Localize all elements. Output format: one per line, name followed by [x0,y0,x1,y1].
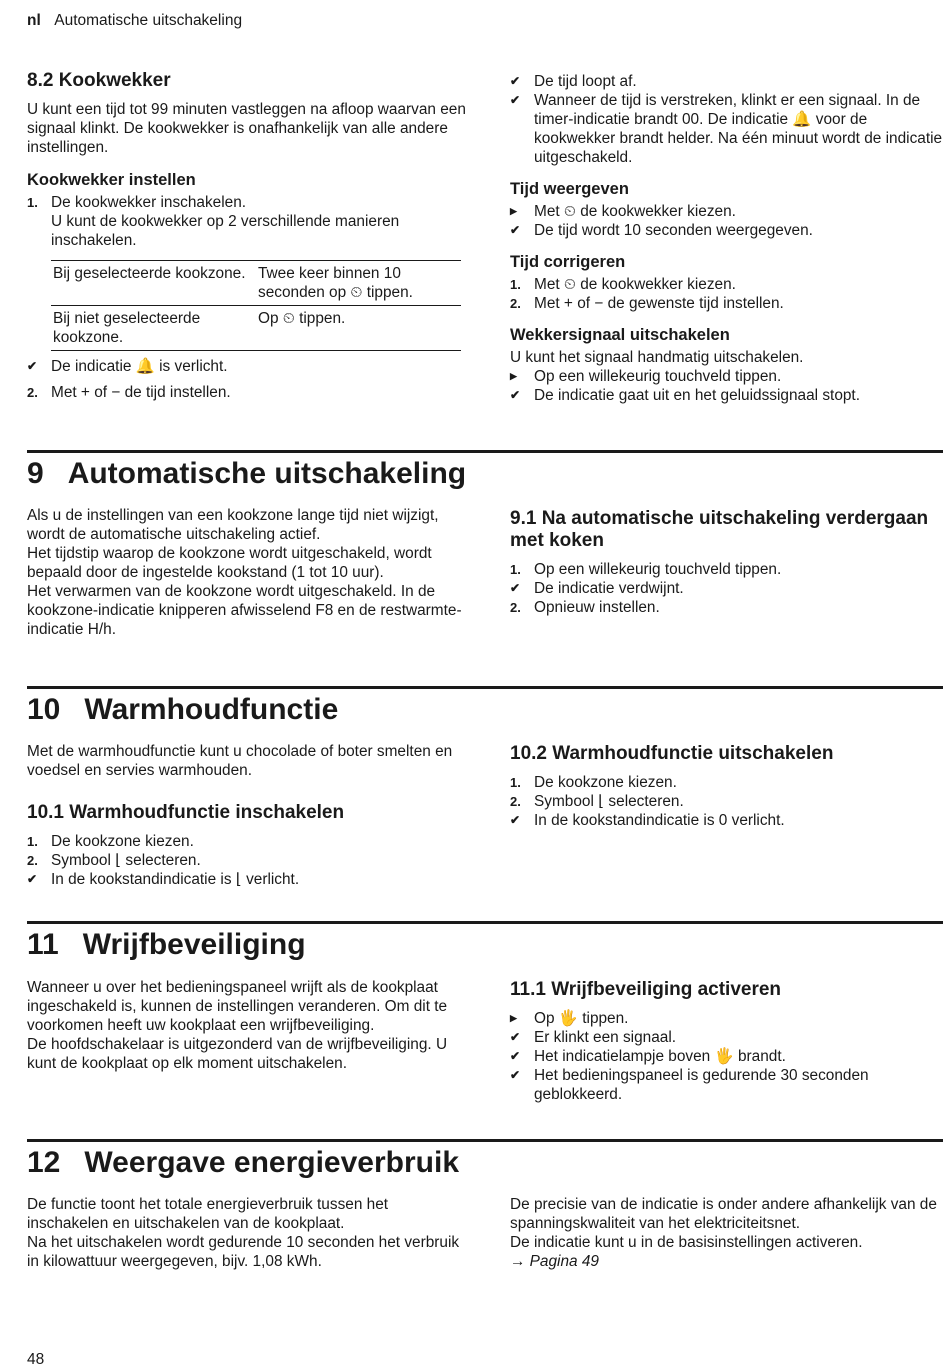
step-text: De kookzone kiezen. [534,774,677,791]
check-icon: ✔ [510,1030,521,1044]
result-text: De tijd wordt 10 seconden weergegeven. [534,222,813,239]
list-item [510,811,945,830]
list-item [27,383,467,402]
step-number: 2. [510,296,521,311]
kookwekker-instellen-title: Kookwekker instellen [27,171,196,189]
check-icon: ✔ [510,223,521,237]
list-item [27,851,467,870]
step-number: 1. [510,562,521,577]
step-number: 1. [27,834,38,849]
paragraph: Na het uitschakelen wordt gedurende 10 seconden het verbruik in kilowattuur weergegeven, bijv. 1,08 kWh. [27,1234,460,1270]
step-number: 1. [510,277,521,292]
paragraph: Het verwarmen van de kookzone wordt uitgeschakeld. In de kookzone-indicatie knipperen afwisselend F8 en de restwarmte-indicatie H/h. [27,583,462,638]
list-item [510,72,945,91]
result-text: Wanneer de tijd is verstreken, klinkt er een signaal. In de timer-indicatie brandt 00. De indicatie 🔔 voor de kookwekker brandt helder. Na één minuut wordt de indicatie uitgeschakeld. [534,92,943,166]
list-item [510,1047,945,1066]
chapter-9-title [27,457,466,491]
paragraph: De functie toont het totale energieverbruik tussen het inschakelen en uitschakelen van de kookplaat. [27,1196,389,1232]
list-item [510,598,945,617]
tijd-weergeven-title: Tijd weergeven [510,180,629,198]
chapter-number: 12 [27,1146,61,1179]
timer-results [510,72,945,167]
list-item [510,1028,945,1047]
wekkersignaal-title: Wekkersignaal uitschakelen [510,326,730,344]
chapter-9-body [27,506,467,639]
chapter-title-text: Wrijfbeveiliging [82,928,306,961]
chapter-title-text: Automatische uitschakeling [67,457,467,490]
chapter-11-title [27,928,306,962]
list-item [27,357,467,376]
list-item [510,275,945,294]
check-icon: ✔ [510,388,521,402]
tijd-corrigeren-title: Tijd corrigeren [510,253,626,271]
chapter-10-body [27,742,467,889]
action-arrow-icon: ▶ [510,1013,517,1023]
wekkersignaal-list [510,367,945,405]
kookwekker-instellen-results [27,357,467,402]
section-9-1 [510,508,945,617]
section-9-1-title: 9.1 Na automatische uitschakeling verdergaan met koken [510,508,929,551]
step-text: De kookwekker inschakelen. [51,194,247,211]
list-item [510,560,945,579]
kookwekker-instellen-steps [27,193,467,250]
section-11-1 [510,979,945,1104]
chapter-number: 9 [27,457,44,490]
step-text: Op een willekeurig touchveld tippen. [534,561,782,578]
section-11-1-list [510,1009,945,1104]
section-10-2 [510,743,945,830]
paragraph: Met de warmhoudfunctie kunt u chocolade of boter smelten en voedsel en servies warmhouden. [27,743,453,779]
check-icon: ✔ [510,1068,521,1082]
step-text: De kookzone kiezen. [51,833,194,850]
action-arrow-icon: ▶ [510,206,517,216]
result-text: Het bedieningspaneel is gedurende 30 seconden geblokkeerd. [534,1067,869,1103]
step-number: 2. [27,853,38,868]
list-item [510,792,945,811]
result-text: De indicatie verdwijnt. [534,580,684,597]
section-8-2-left [27,70,467,402]
chapter-12-title [27,1146,459,1180]
chapter-divider [27,450,943,453]
table-row [51,306,461,351]
result-text: De indicatie gaat uit en het geluidssignaal stopt. [534,387,860,404]
paragraph: De hoofdschakelaar is uitgezonderd van de wrijfbeveiliging. U kunt de kookplaat op elk moment uitschakelen. [27,1036,448,1072]
section-9-1-list [510,560,945,617]
paragraph: De precisie van de indicatie is onder andere afhankelijk van de spanningskwaliteit van het elektriciteitsnet. [510,1196,937,1232]
chapter-divider [27,686,943,689]
step-text: Met ⏲ de kookwekker kiezen. [534,276,736,293]
paragraph: Als u de instellingen van een kookzone lange tijd niet wijzigt, wordt de automatische uitschakeling actief. [27,507,439,543]
list-item [510,294,945,313]
chapter-number: 10 [27,693,61,726]
action-text: Op 🖐 tippen. [534,1010,629,1027]
step-number: 1. [27,195,38,210]
section-10-1-list [27,832,467,889]
list-item [510,579,945,598]
check-icon: ✔ [27,872,38,886]
step-text: Met + of − de tijd instellen. [51,384,231,401]
result-text: De tijd loopt af. [534,73,637,90]
list-item [510,221,945,240]
check-icon: ✔ [510,581,521,595]
step-number: 2. [27,385,38,400]
list-item [510,773,945,792]
chapter-divider [27,1139,943,1142]
list-item [510,91,945,167]
paragraph: De indicatie kunt u in de basisinstellingen activeren. [510,1234,863,1251]
step-text: Symbool ⌊ selecteren. [534,793,684,810]
section-8-2-intro: U kunt een tijd tot 99 minuten vastleggen na afloop waarvan een signaal klinkt. De kookwekker is onafhankelijk van alle andere instellingen. [27,101,466,156]
page-number: 48 [27,1351,45,1368]
result-text: In de kookstandindicatie is ⌊ verlicht. [51,871,300,888]
list-item [510,1009,945,1028]
list-item [510,202,945,221]
step-text: Met + of − de gewenste tijd instellen. [534,295,784,312]
action-text: Met ⏲ de kookwekker kiezen. [534,203,736,220]
check-icon: ✔ [27,359,38,373]
page-reference-link[interactable]: → Pagina 49 [510,1253,599,1270]
list-item [27,193,467,250]
action-text: Op een willekeurig touchveld tippen. [534,368,782,385]
section-10-1-title: 10.1 Warmhoudfunctie inschakelen [27,802,345,823]
language-code: nl [27,12,41,29]
section-8-2-title: 8.2 Kookwekker [27,70,171,91]
result-text: In de kookstandindicatie is 0 verlicht. [534,812,785,829]
table-cell: Bij geselecteerde kookzone. [51,261,256,306]
check-icon: ✔ [510,74,521,88]
paragraph: Wanneer u over het bedieningspaneel wrijft als de kookplaat ingeschakeld is, kunnen de instellingen veranderen. Om dit te voorkomen heeft uw kookplaat een wrijfbeveiliging. [27,979,448,1034]
list-item [510,1066,945,1104]
result-text: Er klinkt een signaal. [534,1029,677,1046]
chapter-11-body [27,978,467,1073]
list-item [510,386,945,405]
check-icon: ✔ [510,1049,521,1063]
section-10-2-title: 10.2 Warmhoudfunctie uitschakelen [510,743,834,764]
wekkersignaal-intro: U kunt het signaal handmatig uitschakelen. [510,349,804,366]
list-item [27,870,467,889]
activation-table [51,260,461,351]
table-cell: Twee keer binnen 10 seconden op ⏲ tippen. [256,261,461,306]
section-11-1-title: 11.1 Wrijfbeveiliging activeren [510,979,782,1000]
paragraph: Het tijdstip waarop de kookzone wordt uitgeschakeld, wordt bepaald door de ingestelde kookstand (1 tot 10 uur). [27,545,432,581]
chapter-divider [27,921,943,924]
chapter-title-text: Weergave energieverbruik [84,1146,460,1179]
chapter-10-title [27,693,338,727]
step-text: Symbool ⌊ selecteren. [51,852,201,869]
action-arrow-icon: ▶ [510,371,517,381]
section-10-2-list [510,773,945,830]
step-number: 2. [510,794,521,809]
page-header [27,11,242,30]
table-cell: Op ⏲ tippen. [256,306,461,351]
chapter-title-text: Warmhoudfunctie [84,693,339,726]
step-note: U kunt de kookwekker op 2 verschillende manieren inschakelen. [51,213,400,249]
chapter-number: 11 [27,928,59,961]
list-item [27,832,467,851]
tijd-corrigeren-list [510,275,945,313]
chapter-12-body-left [27,1195,467,1271]
check-icon: ✔ [510,813,521,827]
result-text: Het indicatielampje boven 🖐 brandt. [534,1048,786,1065]
section-8-2-right [510,72,945,405]
table-cell: Bij niet geselecteerde kookzone. [51,306,256,351]
step-number: 2. [510,600,521,615]
result-text: De indicatie 🔔 is verlicht. [51,358,228,375]
check-icon: ✔ [510,93,521,107]
tijd-weergeven-list [510,202,945,240]
list-item [510,367,945,386]
step-text: Opnieuw instellen. [534,599,660,616]
header-title: Automatische uitschakeling [54,12,243,29]
chapter-12-body-right [510,1195,945,1271]
step-number: 1. [510,775,521,790]
table-row [51,261,461,306]
